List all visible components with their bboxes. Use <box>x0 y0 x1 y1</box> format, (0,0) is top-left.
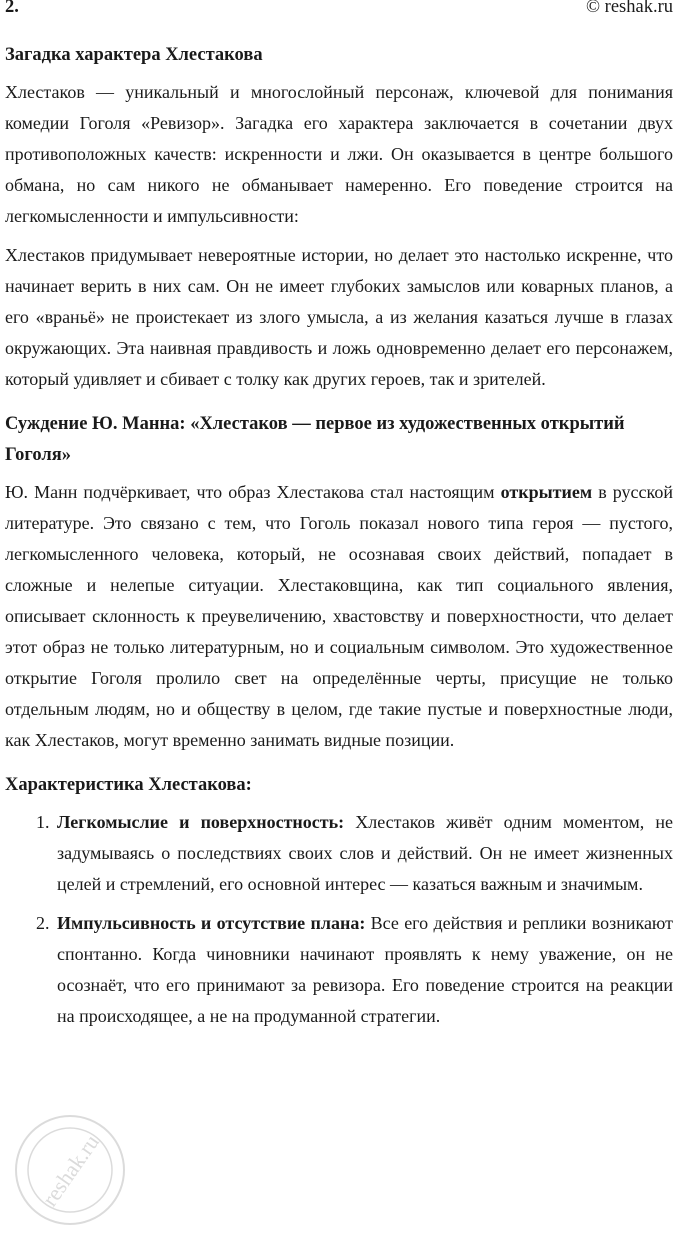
paragraph-mann-start: Ю. Манн подчёркивает, что образ Хлестакова стал настоящим <box>5 482 501 502</box>
paragraph-mann <box>5 477 673 756</box>
section-title-characteristics: Характеристика Хлестакова: <box>5 775 252 795</box>
svg-text:reshak.ru: reshak.ru <box>36 1129 104 1211</box>
list-item-term: Легкомыслие и поверхностность: <box>57 812 345 832</box>
paragraph-mann-end: в русской литературе. Это связано с тем, что Гоголь показал нового типа героя — пустого, легкомысленного человека, который, не осознавая своих действий, попадает в сложные и нелепые ситуации. Хлестаковщина, как тип социального явления, описывает склонность к преувеличению, хвастовству и поверхностности, что делает этот образ не только литературным, но и социальным символом. Это художественное открытие Гоголя пролило свет на определённые черты, присущие не только отдельным людям, но и обществу в целом, где такие пустые и поверхностные люди, как Хлестаков, могут временно занимать видные позиции. <box>5 482 673 750</box>
list-item-text: Хлестаков живёт одним моментом, не задумываясь о последствиях своих слов и действий. Он не имеет жизненных целей и стремлений, его основной интерес — казаться важным и значимым. <box>57 812 673 894</box>
paragraph-mann-bold: открытием <box>500 482 593 502</box>
task-number: 2. <box>5 0 19 17</box>
site-credit: © reshak.ru <box>586 0 673 17</box>
list-item <box>54 807 673 900</box>
list-item-text: Все его действия и реплики возникают спонтанно. Когда чиновники начинают проявлять к нему уважение, он не осознаёт, что его принимают за ревизора. Его поведение строится на реакции на происходящее, а не на продуманной стратегии. <box>57 913 674 1026</box>
paragraph-riddle-2: Хлестаков придумывает невероятные истории, но делает это настолько искренне, что начинает верить в них сам. Он не имеет глубоких замыслов или коварных планов, а его «враньё» не проистекает из злого умысла, а из желания казаться лучше в глазах окружающих. Эта наивная правдивость и ложь одновременно делает его персонажем, который удивляет и сбивает с толку как других героев, так и зрителей. <box>5 245 673 389</box>
list-item-term: Импульсивность и отсутствие плана: <box>57 913 366 933</box>
reshak-watermark-logo <box>10 1110 130 1230</box>
section-title-mann: Суждение Ю. Манна: «Хлестаков — первое из художественных открытий Гоголя» <box>5 414 625 465</box>
list-item <box>54 908 673 1032</box>
document-page <box>5 0 673 1040</box>
characteristics-list <box>5 807 673 1032</box>
page-header <box>5 0 673 26</box>
paragraph-riddle-1: Хлестаков — уникальный и многослойный персонаж, ключевой для понимания комедии Гоголя «Ревизор». Загадка его характера заключается в сочетании двух противоположных качеств: искренности и лжи. Он оказывается в центре большого обмана, но сам никого не обманывает намеренно. Его поведение строится на легкомысленности и импульсивности: <box>5 82 673 226</box>
section-title-riddle: Загадка характера Хлестакова <box>5 45 263 65</box>
